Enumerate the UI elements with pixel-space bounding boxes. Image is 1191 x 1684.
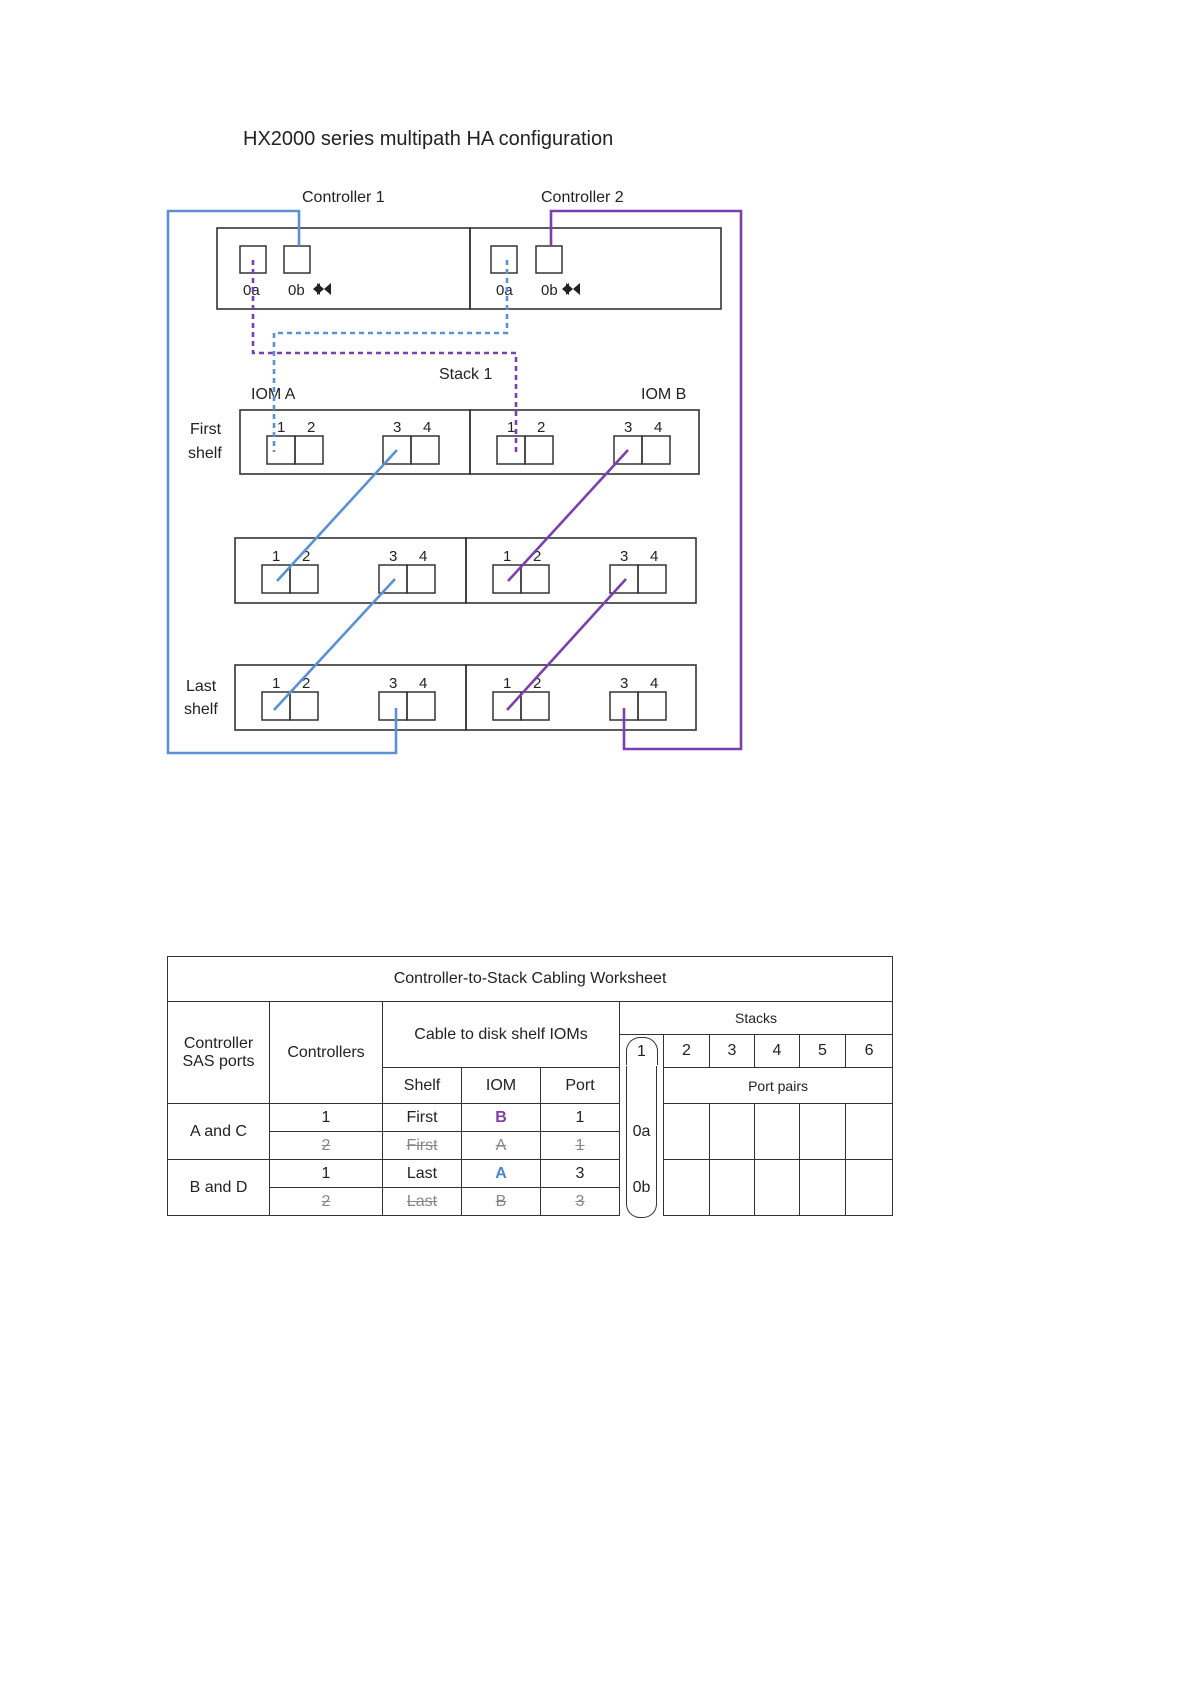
iom-value: B bbox=[462, 1104, 541, 1132]
controller-2-port-0b-label: 0b bbox=[541, 282, 558, 299]
port-pair-cell[interactable] bbox=[800, 1104, 846, 1160]
controller-2-port-0b bbox=[536, 246, 562, 273]
shelf-port bbox=[521, 565, 549, 593]
port-pair-cell[interactable] bbox=[664, 1104, 710, 1160]
controller-1-cables bbox=[168, 211, 397, 753]
port-label: 1 bbox=[503, 675, 512, 692]
port-label: 2 bbox=[533, 675, 542, 692]
shelf-port bbox=[525, 436, 553, 464]
col-iom: IOM bbox=[462, 1068, 541, 1104]
shelf-port bbox=[642, 436, 670, 464]
port-label: 3 bbox=[389, 548, 398, 565]
last-shelf-label: Last bbox=[186, 678, 217, 695]
shelf-port bbox=[379, 692, 407, 720]
controller-2-label: Controller 2 bbox=[541, 189, 624, 206]
controller-2-port-0a bbox=[491, 246, 517, 273]
shelf-port bbox=[638, 692, 666, 720]
port-pair-cell[interactable] bbox=[846, 1104, 893, 1160]
controller-1-port-0a bbox=[240, 246, 266, 273]
port-number-labels bbox=[272, 419, 662, 692]
port-label: 3 bbox=[389, 675, 398, 692]
col-port-pairs: Port pairs bbox=[664, 1068, 893, 1104]
first-to-middle-iom-a-cable bbox=[277, 450, 397, 581]
shelf-port bbox=[295, 436, 323, 464]
port-pair-0a: 0a bbox=[620, 1104, 664, 1160]
diagram-title: HX2000 series multipath HA configuration bbox=[243, 128, 614, 150]
controller-value-struck: 2 bbox=[270, 1132, 383, 1160]
stack-1-column bbox=[620, 1068, 664, 1104]
col-port: Port bbox=[541, 1068, 620, 1104]
stack-number-4: 4 bbox=[755, 1035, 800, 1068]
shelf-port bbox=[411, 436, 439, 464]
shelf-port bbox=[290, 565, 318, 593]
stack-label: Stack 1 bbox=[439, 366, 493, 383]
shelf-port bbox=[638, 565, 666, 593]
port-value-struck: 1 bbox=[541, 1132, 620, 1160]
iom-value: A bbox=[462, 1160, 541, 1188]
port-label: 1 bbox=[503, 548, 512, 565]
port-pair-cell[interactable] bbox=[846, 1160, 893, 1216]
middle-to-last-iom-a-cable bbox=[274, 579, 398, 710]
port-label: 4 bbox=[650, 675, 659, 692]
shelf-port bbox=[497, 436, 525, 464]
controller-1-0b-to-last-shelf-iom-a-port-3 bbox=[168, 211, 396, 753]
col-controller-sas-ports: Controller SAS ports bbox=[168, 1002, 270, 1104]
port-label: 4 bbox=[419, 675, 428, 692]
col-cable-to-shelf-ioms: Cable to disk shelf IOMs bbox=[383, 1002, 620, 1068]
shelf-port bbox=[267, 436, 295, 464]
controller-value: 1 bbox=[270, 1104, 383, 1132]
port-value-struck: 3 bbox=[541, 1188, 620, 1216]
controller-1-port-0a-label: 0a bbox=[243, 282, 260, 299]
port-label: 4 bbox=[650, 548, 659, 565]
first-shelf-label: First bbox=[190, 421, 222, 438]
shelf-port bbox=[610, 565, 638, 593]
controller-1-label: Controller 1 bbox=[302, 189, 385, 206]
iom-value-struck: A bbox=[462, 1132, 541, 1160]
col-shelf: Shelf bbox=[383, 1068, 462, 1104]
port-label: 3 bbox=[620, 675, 629, 692]
port-pair-cell[interactable] bbox=[710, 1104, 755, 1160]
stack-number-2: 2 bbox=[664, 1035, 710, 1068]
port-pair-cell[interactable] bbox=[710, 1160, 755, 1216]
port-pair-cell[interactable] bbox=[664, 1160, 710, 1216]
stack-number-6: 6 bbox=[846, 1035, 893, 1068]
port-pair-cell[interactable] bbox=[800, 1160, 846, 1216]
port-label: 1 bbox=[277, 419, 286, 436]
diamond-arrows-icon bbox=[313, 283, 331, 295]
controller-1-port-0b-label: 0b bbox=[288, 282, 305, 299]
last-shelf-label-2: shelf bbox=[184, 701, 218, 718]
shelf-port bbox=[379, 565, 407, 593]
shelf-value-struck: First bbox=[383, 1132, 462, 1160]
controller-value: 1 bbox=[270, 1160, 383, 1188]
shelf-value: Last bbox=[383, 1160, 462, 1188]
shelf-port bbox=[262, 565, 290, 593]
cabling-worksheet bbox=[167, 956, 893, 1216]
iom-b-label: IOM B bbox=[641, 386, 687, 403]
first-to-middle-iom-b-cable bbox=[508, 450, 628, 581]
port-label: 2 bbox=[533, 548, 542, 565]
shelf-port bbox=[407, 692, 435, 720]
controller-1-port-0b bbox=[284, 246, 310, 273]
sas-ports-b-and-d: B and D bbox=[168, 1160, 270, 1216]
shelf-value: First bbox=[383, 1104, 462, 1132]
col-stacks: Stacks bbox=[620, 1002, 893, 1035]
controller-2-port-0a-label: 0a bbox=[496, 282, 513, 299]
stack-number-1 bbox=[620, 1035, 664, 1068]
worksheet-title: Controller-to-Stack Cabling Worksheet bbox=[168, 957, 893, 1002]
port-label: 2 bbox=[302, 675, 311, 692]
shelf-port bbox=[407, 565, 435, 593]
shelf-port bbox=[493, 565, 521, 593]
shelf-port bbox=[521, 692, 549, 720]
controller-value-struck: 2 bbox=[270, 1188, 383, 1216]
col-controllers: Controllers bbox=[270, 1002, 383, 1104]
shelf-port bbox=[290, 692, 318, 720]
port-label: 1 bbox=[272, 548, 281, 565]
port-label: 2 bbox=[302, 548, 311, 565]
port-pair-cell[interactable] bbox=[755, 1160, 800, 1216]
stack-1-pill: 1 bbox=[626, 1037, 658, 1065]
shelf-value-struck: Last bbox=[383, 1188, 462, 1216]
iom-value-struck: B bbox=[462, 1188, 541, 1216]
port-pair-0b: 0b bbox=[620, 1160, 664, 1216]
port-label: 1 bbox=[272, 675, 281, 692]
port-value: 1 bbox=[541, 1104, 620, 1132]
port-label: 3 bbox=[624, 419, 633, 436]
port-label: 4 bbox=[419, 548, 428, 565]
shelf-port bbox=[493, 692, 521, 720]
port-value: 3 bbox=[541, 1160, 620, 1188]
iom-a-label: IOM A bbox=[251, 386, 296, 403]
port-label: 2 bbox=[537, 419, 546, 436]
port-label: 3 bbox=[393, 419, 402, 436]
port-pair-cell[interactable] bbox=[755, 1104, 800, 1160]
middle-to-last-iom-b-cable bbox=[507, 579, 629, 710]
stack-number-5: 5 bbox=[800, 1035, 846, 1068]
stack-number-3: 3 bbox=[710, 1035, 755, 1068]
port-label: 4 bbox=[654, 419, 663, 436]
port-label: 3 bbox=[620, 548, 629, 565]
port-label: 2 bbox=[307, 419, 316, 436]
port-label: 4 bbox=[423, 419, 432, 436]
sas-ports-a-and-c: A and C bbox=[168, 1104, 270, 1160]
first-shelf-label-2: shelf bbox=[188, 445, 222, 462]
diamond-arrows-icon bbox=[562, 283, 580, 295]
port-label: 1 bbox=[507, 419, 516, 436]
